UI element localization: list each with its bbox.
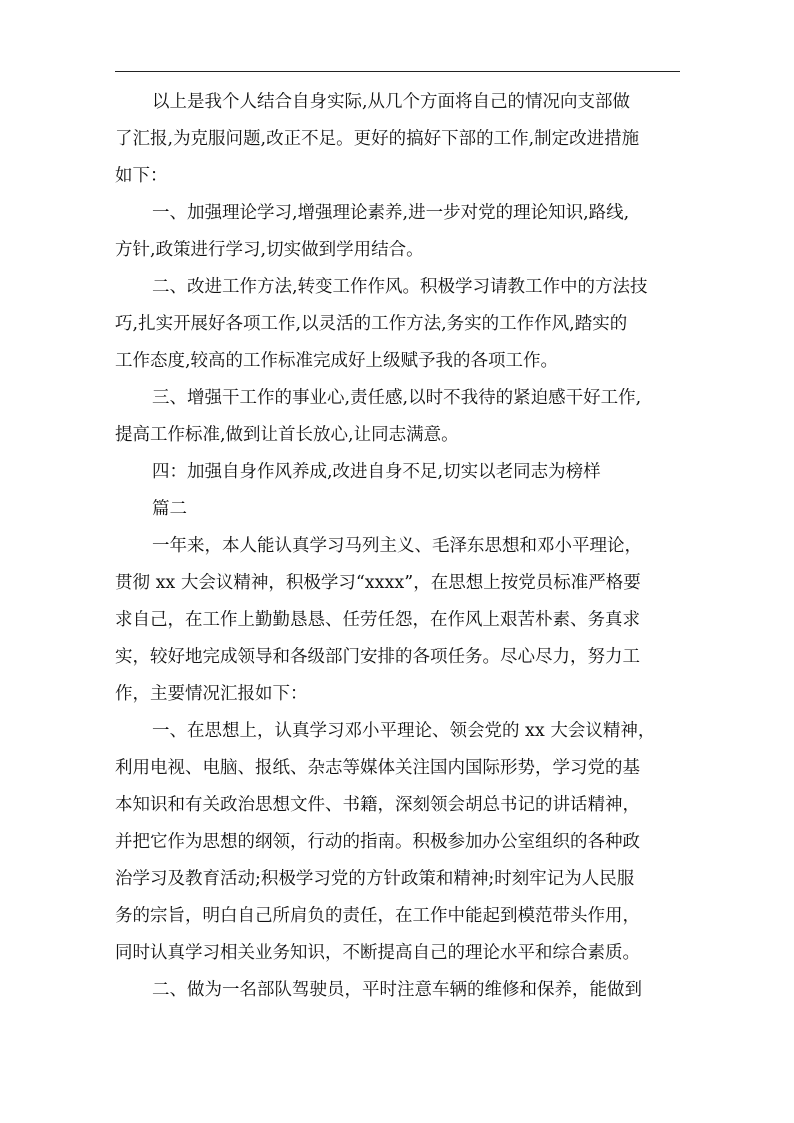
text-line: 一年来，本人能认真学习马列主义、毛泽东思想和邓小平理论， <box>152 536 642 556</box>
text-line: 务的宗旨，明白自己所肩负的责任，在工作中能起到模范带头作用， <box>115 906 640 926</box>
text-line: 本知识和有关政治思想文件、书籍，深刻领会胡总书记的讲话精神， <box>115 795 640 815</box>
text-line: 巧,扎实开展好各项工作,以灵活的工作方法,务实的工作作风,踏实的 <box>115 314 628 334</box>
text-line: 作，主要情况汇报如下： <box>115 684 308 704</box>
text-line: 贯彻 xx 大会议精神，积极学习“xxxx”，在思想上按党员标准严格要 <box>115 573 641 593</box>
header-rule <box>115 71 680 72</box>
document-body <box>115 84 683 1009</box>
text-line: 实，较好地完成领导和各级部门安排的各项任务。尽心尽力，努力工 <box>115 647 640 667</box>
text-line: 提高工作标准,做到让首长放心,让同志满意。 <box>115 425 459 445</box>
text-line: 三、增强干工作的事业心,责任感,以时不我待的紧迫感干好工作, <box>152 388 642 408</box>
text-line: 同时认真学习相关业务知识，不断提高自己的理论水平和综合素质。 <box>115 943 640 963</box>
text-line: 方针,政策进行学习,切实做到学用结合。 <box>115 240 424 260</box>
text-line: 治学习及教育活动;积极学习党的方针政策和精神;时刻牢记为人民服 <box>115 869 635 889</box>
text-line: 二、做为一名部队驾驶员，平时注意车辆的维修和保养，能做到 <box>152 980 642 1000</box>
text-line: 了汇报,为克服问题,改正不足。更好的搞好下部的工作,制定改进措施 <box>115 129 640 149</box>
text-line: 四：加强自身作风养成,改进自身不足,切实以老同志为榜样 <box>152 462 601 482</box>
text-line: 一、在思想上，认真学习邓小平理论、领会党的 xx 大会议精神， <box>152 721 656 741</box>
text-line: 以上是我个人结合自身实际,从几个方面将自己的情况向支部做 <box>152 92 631 112</box>
text-line: 二、改进工作方法,转变工作作风。积极学习请教工作中的方法技 <box>152 277 648 297</box>
text-line: 并把它作为思想的纲领，行动的指南。积极参加办公室组织的各种政 <box>115 832 640 852</box>
text-line: 如下： <box>115 166 168 186</box>
text-line: 工作态度,较高的工作标准完成好上级赋予我的各项工作。 <box>115 351 559 371</box>
text-line: 一、加强理论学习,增强理论素养,进一步对党的理论知识,路线, <box>152 203 630 223</box>
text-line: 利用电视、电脑、报纸、杂志等媒体关注国内国际形势，学习党的基 <box>115 758 640 778</box>
text-line: 篇二 <box>152 499 187 519</box>
text-line: 求自己，在工作上勤勤恳恳、任劳任怨，在作风上艰苦朴素、务真求 <box>115 610 640 630</box>
